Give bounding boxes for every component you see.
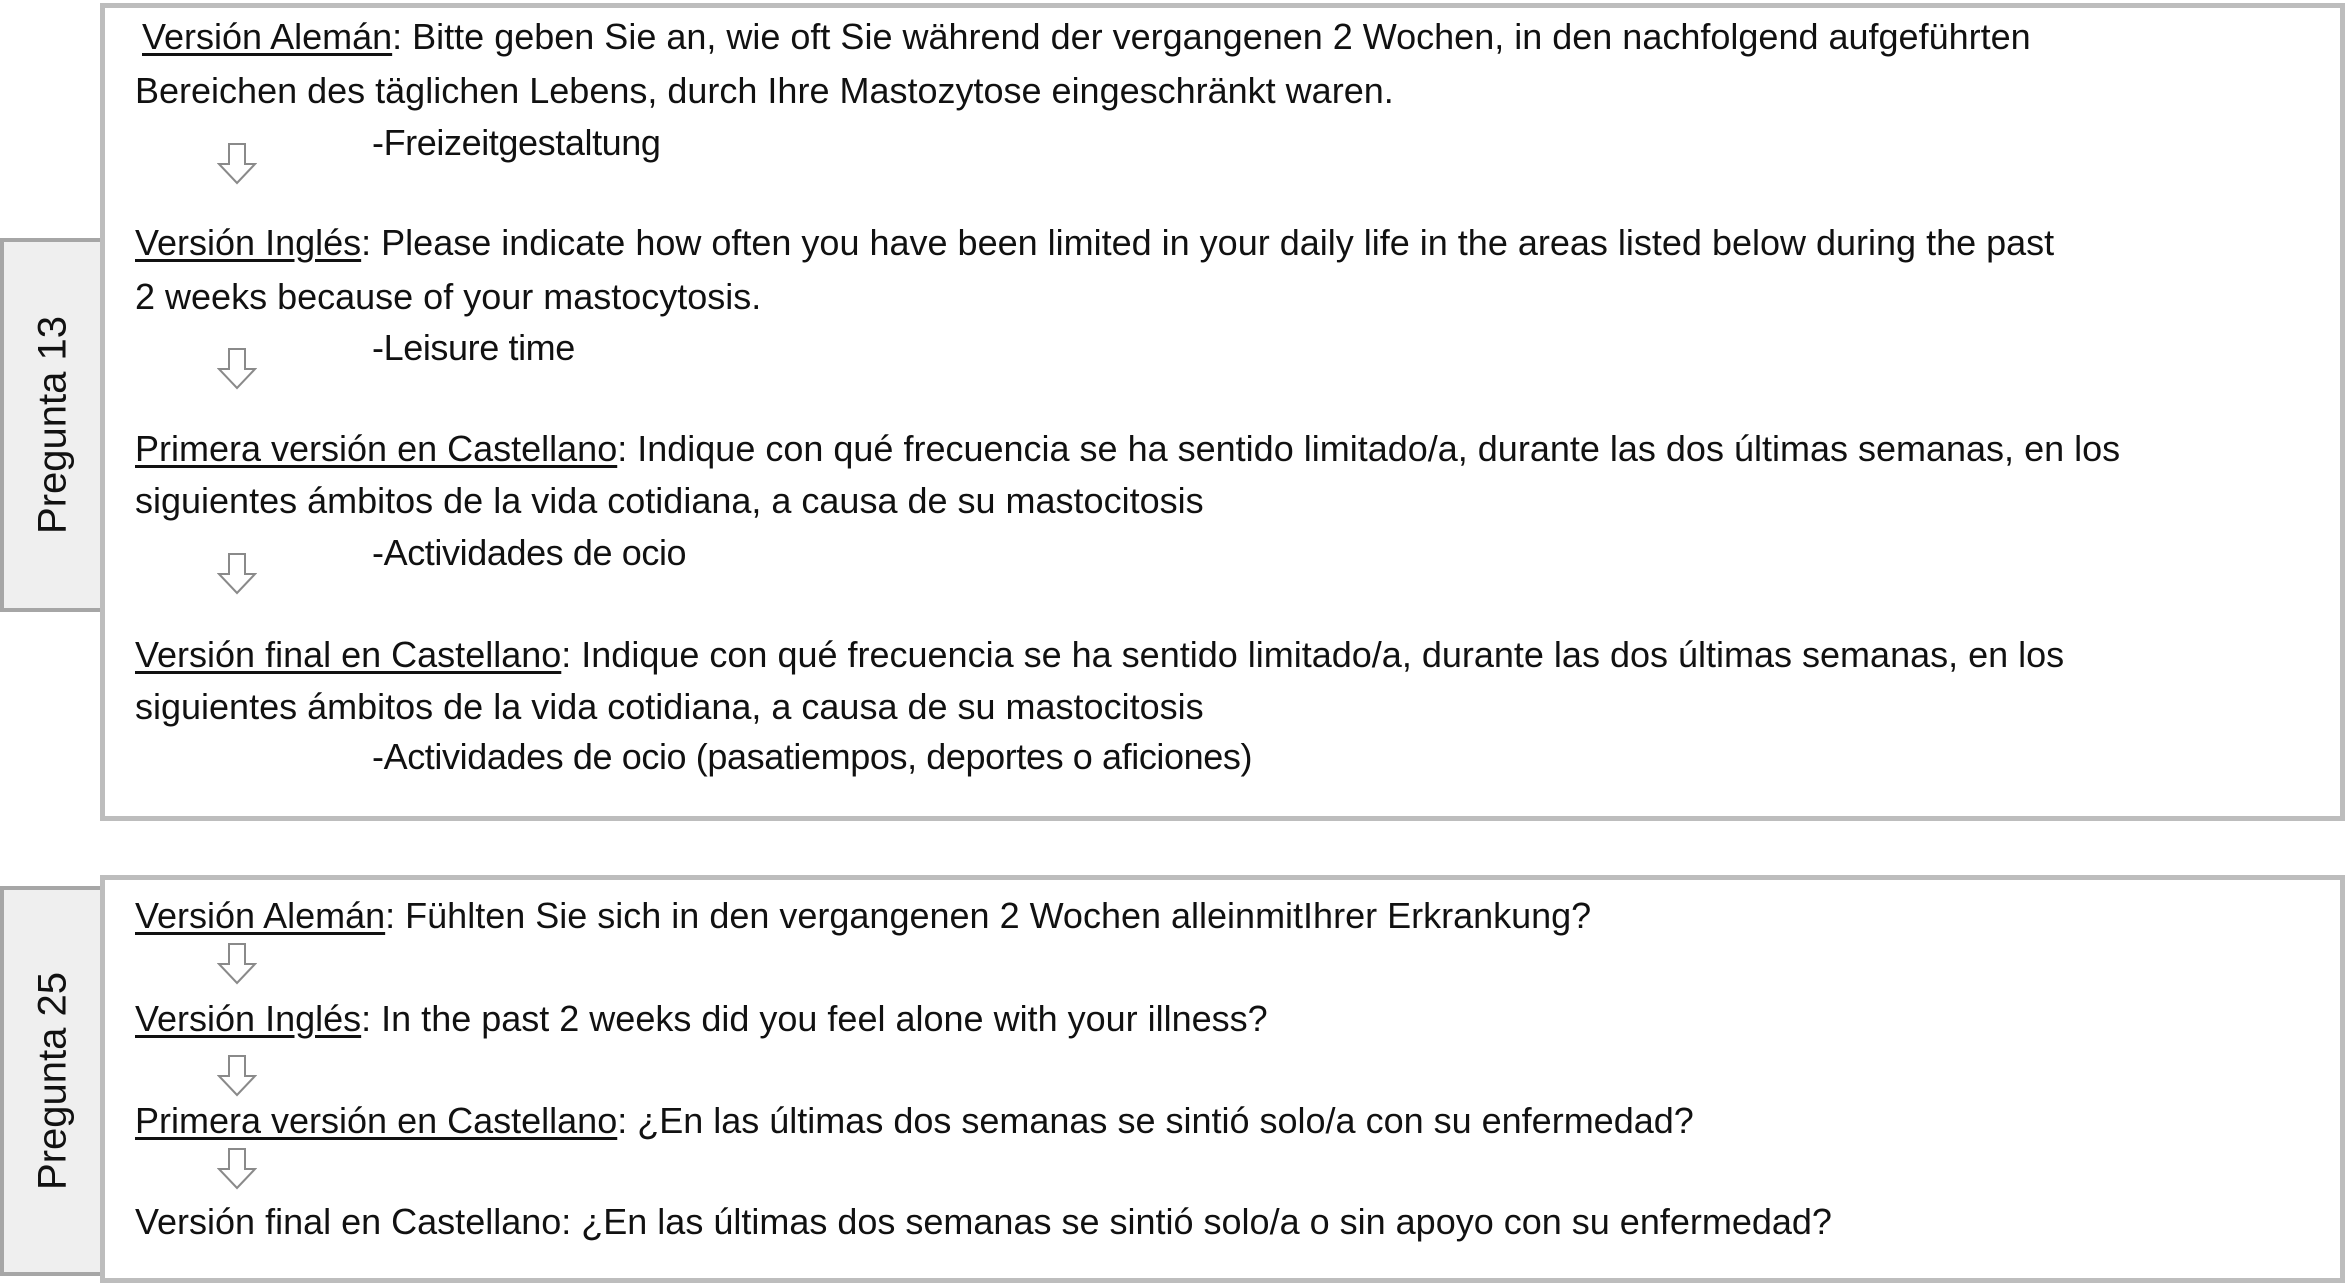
q25-english-line — [135, 998, 1268, 1040]
q13-final-spanish-line-1 — [135, 634, 2064, 676]
q25-first-spanish-label: Primera versión en Castellano — [135, 1100, 618, 1141]
q13-first-spanish-line-1 — [135, 428, 2120, 470]
question-25-tab — [0, 886, 101, 1276]
q13-first-spanish-item: -Actividades de ocio — [372, 532, 687, 573]
q13-german-text-1: : Bitte geben Sie an, wie oft Sie während der vergangenen 2 Wochen, in den nachfolgend aufgeführten — [392, 16, 2031, 57]
q13-english-line-1 — [135, 222, 2054, 264]
q25-english-label: Versión Inglés — [135, 998, 362, 1039]
q13-english-line-2: 2 weeks because of your mastocytosis. — [135, 276, 762, 317]
q25-german-line — [135, 895, 1591, 937]
q13-english-text-1: : Please indicate how often you have been limited in your daily life in the areas listed below during the past — [361, 222, 2055, 263]
q13-german-line-2: Bereichen des täglichen Lebens, durch Ihre Mastozytose eingeschränkt waren. — [135, 70, 1394, 111]
q25-german-text: : Fühlten Sie sich in den vergangenen 2 Wochen alleinmitIhrer Erkrankung? — [385, 895, 1592, 936]
q13-german-label: Versión Alemán — [142, 16, 393, 57]
q25-first-spanish-text: : ¿En las últimas dos semanas se sintió solo/a con su enfermedad? — [617, 1100, 1694, 1141]
down-arrow-icon — [217, 143, 257, 185]
question-13-label: Pregunta 13 — [30, 316, 74, 534]
q13-german-line-1 — [142, 16, 2031, 58]
q25-german-label: Versión Alemán — [135, 895, 386, 936]
down-arrow-icon — [217, 943, 257, 985]
q13-final-spanish-item: -Actividades de ocio (pasatiempos, deportes o aficiones) — [372, 736, 1253, 777]
down-arrow-icon — [217, 553, 257, 595]
q13-final-spanish-text-1: : Indique con qué frecuencia se ha sentido limitado/a, durante las dos últimas semanas, en los — [561, 634, 2065, 675]
question-25-label: Pregunta 25 — [30, 972, 74, 1190]
q13-german-item: -Freizeitgestaltung — [372, 122, 661, 163]
down-arrow-icon — [217, 348, 257, 390]
q13-first-spanish-label: Primera versión en Castellano — [135, 428, 618, 469]
q13-english-item: -Leisure time — [372, 327, 575, 368]
q25-final-spanish-line: Versión final en Castellano: ¿En las últimas dos semanas se sintió solo/a o sin apoyo con su enfermedad? — [135, 1201, 1832, 1242]
q13-first-spanish-line-2: siguientes ámbitos de la vida cotidiana, a causa de su mastocitosis — [135, 480, 1204, 521]
q13-english-label: Versión Inglés — [135, 222, 362, 263]
q25-first-spanish-line — [135, 1100, 1694, 1142]
question-13-tab — [0, 238, 101, 612]
down-arrow-icon — [217, 1055, 257, 1097]
q13-final-spanish-label: Versión final en Castellano — [135, 634, 562, 675]
q25-english-text: : In the past 2 weeks did you feel alone with your illness? — [361, 998, 1268, 1039]
q13-first-spanish-text-1: : Indique con qué frecuencia se ha sentido limitado/a, durante las dos últimas semanas, en los — [617, 428, 2121, 469]
q13-final-spanish-line-2: siguientes ámbitos de la vida cotidiana, a causa de su mastocitosis — [135, 686, 1204, 727]
down-arrow-icon — [217, 1148, 257, 1190]
